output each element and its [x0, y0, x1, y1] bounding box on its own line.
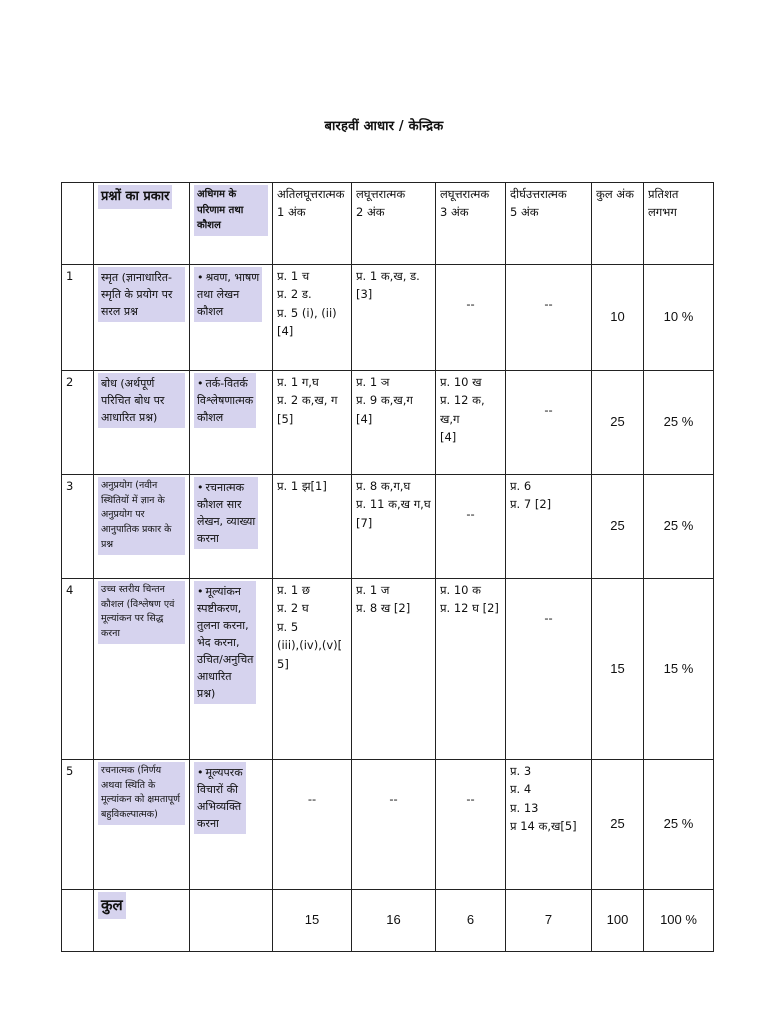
c2-line: प्र. 1 ज: [356, 583, 390, 597]
header-col3-line2: 3 अंक: [440, 205, 469, 220]
footer-label-cell: [94, 890, 190, 952]
table-row: [62, 475, 714, 579]
learning-outcome: [194, 581, 256, 704]
dash-placeholder: --: [389, 792, 398, 806]
learning-outcome-cell: [190, 760, 273, 890]
marks-c2: [352, 265, 436, 371]
question-type-cell: [94, 760, 190, 890]
header-col1-line2: 1 अंक: [277, 205, 306, 220]
c2-line: प्र. 1 क,ख, ड.: [356, 269, 420, 283]
row-total: 10: [592, 265, 644, 371]
row-percent: 15 %: [644, 579, 714, 760]
marks-c2: [352, 371, 436, 475]
learning-outcome: [194, 373, 256, 428]
marks-c1: [273, 760, 352, 890]
learning-outcome-line: करना: [197, 532, 219, 546]
marks-c4: [506, 265, 592, 371]
c2-line: प्र. 8 ख [2]: [356, 601, 411, 616]
footer-label: कुल: [98, 892, 126, 919]
learning-outcome-line: उचित/अनुचित: [197, 653, 254, 667]
header-col3-line1: लघूत्तरात्मक: [440, 187, 490, 201]
learning-outcome-cell: [190, 579, 273, 760]
learning-outcome-cell: [190, 265, 273, 371]
header-row: [62, 183, 714, 265]
learning-outcome-line: विश्लेषणात्मक: [197, 394, 254, 408]
learning-outcome-line: कौशल सार: [197, 498, 242, 512]
marks-c2: [352, 579, 436, 760]
row-total: 25: [592, 371, 644, 475]
marks-c1: [273, 265, 352, 371]
marks-c3: [436, 579, 506, 760]
row-total: 25: [592, 475, 644, 579]
marks-c4: [506, 579, 592, 760]
learning-outcome-line: आधारित: [197, 670, 232, 684]
table-row: [62, 760, 714, 890]
footer-num: [62, 890, 94, 952]
question-type-cell: [94, 579, 190, 760]
row-number: 4: [62, 579, 94, 760]
c4-line: प्र. 6: [510, 479, 532, 493]
header-col4: [506, 183, 592, 265]
c2-line: प्र. 1 ञ: [356, 375, 390, 389]
learning-outcome-line: प्रश्न): [197, 687, 216, 701]
dash-placeholder: --: [544, 611, 553, 625]
c1-line: प्र. 2 क,ख, ग: [277, 393, 338, 408]
learning-outcome-line: तथा लेखन: [197, 288, 240, 302]
learning-outcome-line: करना: [197, 817, 219, 831]
footer-total: 100: [592, 890, 644, 952]
c1-line: प्र. 1 छ: [277, 583, 310, 597]
question-type: उच्च स्तरीय चिन्तन कौशल (विश्लेषण एवं मूल्यांकन पर सिद्ध करना: [98, 581, 185, 644]
question-type: रचनात्मक (निर्णय अथवा स्थिति के मूल्यांकन को क्षमतापूर्ण बहुविकल्पात्मक): [98, 762, 185, 825]
learning-outcome: [194, 267, 262, 322]
question-type: बोध (अर्थपूर्ण परिचित बोध पर आधारित प्रश्न): [98, 373, 185, 428]
c1-line: प्र. 1 झ[1]: [277, 479, 327, 493]
header-type-label: प्रश्नों का प्रकार: [98, 185, 172, 209]
blueprint-table: [61, 182, 714, 952]
dash-placeholder: --: [544, 403, 553, 417]
c2-line: [4]: [356, 411, 373, 426]
c1-line: (iii),(iv),(v)[: [277, 638, 343, 653]
marks-c3: [436, 265, 506, 371]
learning-outcome-cell: [190, 475, 273, 579]
header-num: [62, 183, 94, 265]
c3-line: प्र. 12 क, ख,ग: [440, 393, 485, 426]
header-col4-line1: दीर्घउत्तरात्मक: [510, 187, 567, 201]
marks-c3: [436, 371, 506, 475]
dash-placeholder: --: [466, 297, 475, 311]
row-percent: 25 %: [644, 760, 714, 890]
header-type: [94, 183, 190, 265]
header-col2: [352, 183, 436, 265]
marks-c4: [506, 475, 592, 579]
c4-line: प्र. 4: [510, 782, 532, 797]
c1-line: [4]: [277, 324, 294, 339]
marks-c4: [506, 760, 592, 890]
learning-outcome-line: स्पष्टीकरण,: [197, 602, 242, 616]
learning-outcome-cell: [190, 371, 273, 475]
header-total: कुल अंक: [592, 183, 644, 265]
c3-line: [4]: [440, 430, 457, 445]
footer-c3: 6: [436, 890, 506, 952]
page-title: बारहवीं आधार / केन्द्रिक: [324, 119, 444, 134]
learning-outcome-line: अभिव्यक्ति: [197, 800, 242, 814]
question-type: स्मृत (ज्ञानाधारित-स्मृति के प्रयोग पर सरल प्रश्न: [98, 267, 185, 322]
header-outcome: [190, 183, 273, 265]
row-number: 3: [62, 475, 94, 579]
footer-outcome: [190, 890, 273, 952]
c1-line: प्र. 2 ड.: [277, 287, 312, 302]
c1-line: प्र. 5 (i), (ii): [277, 305, 337, 320]
c4-line: प्र. 7 [2]: [510, 497, 552, 512]
header-col4-line2: 5 अंक: [510, 205, 539, 220]
marks-c3: [436, 760, 506, 890]
dash-placeholder: --: [307, 792, 317, 806]
c1-line: प्र. 1 ग,घ: [277, 375, 319, 389]
c3-line: प्र. 12 घ [2]: [440, 601, 499, 616]
c4-line: प्र. 13: [510, 800, 539, 815]
header-col2-line1: लघूत्तरात्मक: [356, 187, 406, 201]
learning-outcome-line: कौशल: [197, 411, 224, 425]
c4-line: प्र. 3: [510, 764, 532, 778]
dash-placeholder: --: [544, 297, 553, 311]
learning-outcome-line: • मूल्यपरक: [197, 764, 243, 781]
question-type-cell: [94, 475, 190, 579]
learning-outcome-line: कौशल: [197, 305, 224, 319]
header-outcome-label: अधिगम के परिणाम तथा कौशल: [194, 185, 268, 236]
c2-line: [3]: [356, 287, 373, 302]
table-body: [62, 265, 714, 890]
footer-percent: 100 %: [644, 890, 714, 952]
row-number: 5: [62, 760, 94, 890]
learning-outcome-line: भेद करना,: [197, 636, 240, 650]
footer-c4: 7: [506, 890, 592, 952]
table-row: [62, 371, 714, 475]
header-col1: [273, 183, 352, 265]
header-col1-line1: अतिलघूत्तरात्मक: [277, 187, 345, 201]
table-row: [62, 579, 714, 760]
learning-outcome: [194, 762, 246, 834]
c3-line: प्र. 10 क: [440, 583, 481, 597]
dash-placeholder: --: [466, 507, 475, 521]
c1-line: प्र. 2 घ: [277, 601, 309, 616]
row-percent: 10 %: [644, 265, 714, 371]
marks-c2: [352, 475, 436, 579]
c1-line: प्र. 1 च: [277, 269, 310, 283]
c3-line: प्र. 10 ख: [440, 375, 482, 389]
row-percent: 25 %: [644, 371, 714, 475]
c1-line: 5]: [277, 656, 289, 671]
footer-c1: 15: [273, 890, 352, 952]
c1-line: प्र. 5: [277, 619, 299, 634]
question-type-cell: [94, 371, 190, 475]
header-percent: प्रतिशत लगभग: [644, 183, 714, 265]
learning-outcome-line: विचारों की: [197, 783, 238, 797]
question-type-cell: [94, 265, 190, 371]
marks-c1: [273, 475, 352, 579]
marks-c1: [273, 579, 352, 760]
dash-placeholder: --: [466, 792, 475, 806]
c2-line: प्र. 8 क,ग,घ: [356, 479, 411, 493]
c2-line: [7]: [356, 515, 373, 530]
footer-c2: 16: [352, 890, 436, 952]
row-total: 25: [592, 760, 644, 890]
learning-outcome-line: • मूल्यांकन: [197, 583, 253, 600]
learning-outcome-line: • रचनात्मक: [197, 479, 255, 496]
c2-line: प्र. 9 क,ख,ग: [356, 393, 413, 408]
table-row: [62, 265, 714, 371]
header-col2-line2: 2 अंक: [356, 205, 385, 220]
marks-c2: [352, 760, 436, 890]
row-number: 1: [62, 265, 94, 371]
header-col3: [436, 183, 506, 265]
row-percent: 25 %: [644, 475, 714, 579]
marks-c4: [506, 371, 592, 475]
learning-outcome-line: • श्रवण, भाषण: [197, 269, 259, 286]
total-row: [62, 890, 714, 952]
c1-line: [5]: [277, 411, 294, 426]
learning-outcome-line: तुलना करना,: [197, 619, 249, 633]
question-type: अनुप्रयोग (नवीन स्थितियों में ज्ञान के अनुप्रयोग पर आनुपातिक प्रकार के प्रश्न: [98, 477, 185, 555]
row-number: 2: [62, 371, 94, 475]
row-total: 15: [592, 579, 644, 760]
marks-c3: [436, 475, 506, 579]
c4-line: प्र 14 क,ख[5]: [510, 819, 577, 834]
learning-outcome: [194, 477, 258, 549]
learning-outcome-line: • तर्क-वितर्क: [197, 375, 253, 392]
marks-c1: [273, 371, 352, 475]
c2-line: प्र. 11 क,ख ग,घ: [356, 497, 431, 512]
learning-outcome-line: लेखन, व्याख्या: [197, 515, 256, 529]
